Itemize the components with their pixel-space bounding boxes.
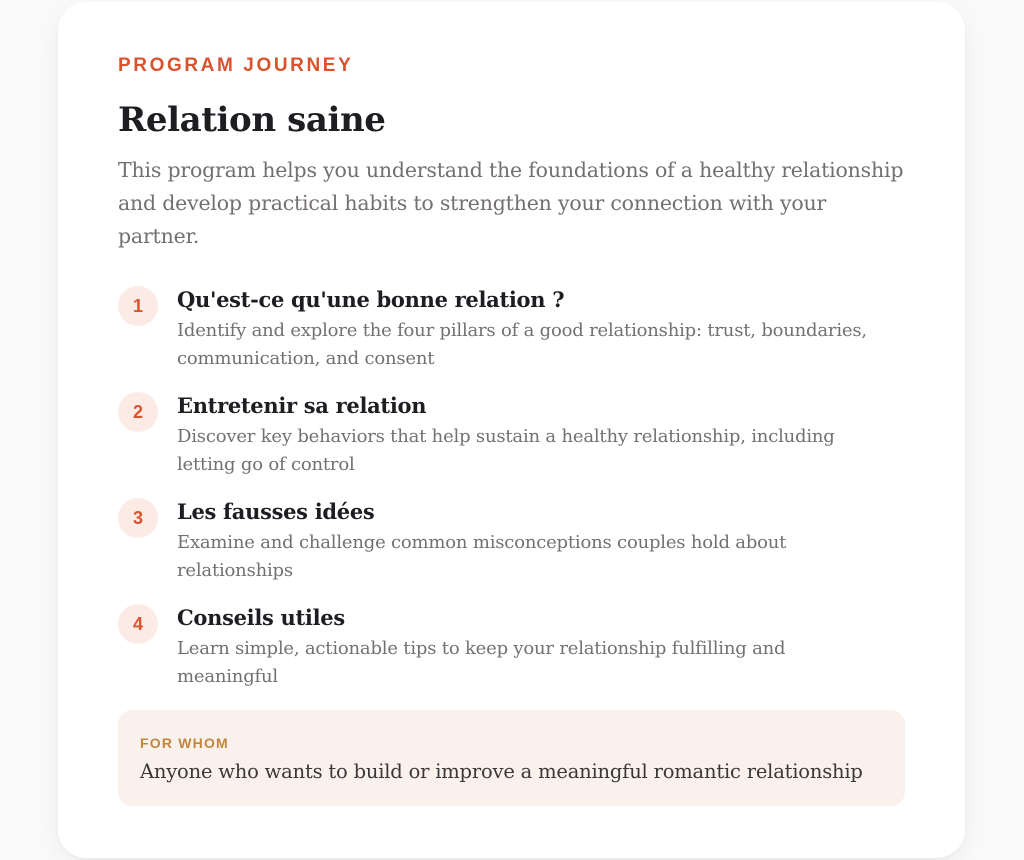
step-number-badge: 2 (118, 392, 158, 432)
step-content (177, 498, 905, 585)
step-title: Qu'est-ce qu'une bonne relation ? (177, 287, 565, 312)
step-title: Conseils utiles (177, 605, 345, 630)
step-description: Examine and challenge common misconceptions couples hold about relationships (177, 532, 787, 581)
step-number-badge: 4 (118, 604, 158, 644)
step-description: Discover key behaviors that help sustain a healthy relationship, including letting go of control (177, 426, 835, 475)
journey-step (118, 498, 905, 585)
for-whom-text: Anyone who wants to build or improve a meaningful romantic relationship (140, 760, 863, 783)
step-description: Learn simple, actionable tips to keep your relationship fulfilling and meaningful (177, 638, 786, 687)
step-description: Identify and explore the four pillars of a good relationship: trust, boundaries, communication, and consent (177, 320, 867, 369)
section-eyebrow: PROGRAM JOURNEY (118, 55, 354, 76)
step-content (177, 604, 905, 691)
program-title: Relation saine (118, 100, 386, 140)
program-description: This program helps you understand the foundations of a healthy relationship and develop practical habits to strengthen your connection with your partner. (118, 158, 904, 248)
step-number-badge: 3 (118, 498, 158, 538)
for-whom-panel (118, 710, 905, 806)
journey-step (118, 286, 905, 373)
step-content (177, 286, 905, 373)
journey-step (118, 392, 905, 479)
for-whom-label: FOR WHOM (140, 735, 229, 751)
step-content (177, 392, 905, 479)
step-title: Entretenir sa relation (177, 393, 427, 418)
step-number-badge: 1 (118, 286, 158, 326)
step-title: Les fausses idées (177, 499, 375, 524)
journey-steps-list (118, 286, 905, 691)
program-journey-card (58, 2, 965, 858)
journey-step (118, 604, 905, 691)
